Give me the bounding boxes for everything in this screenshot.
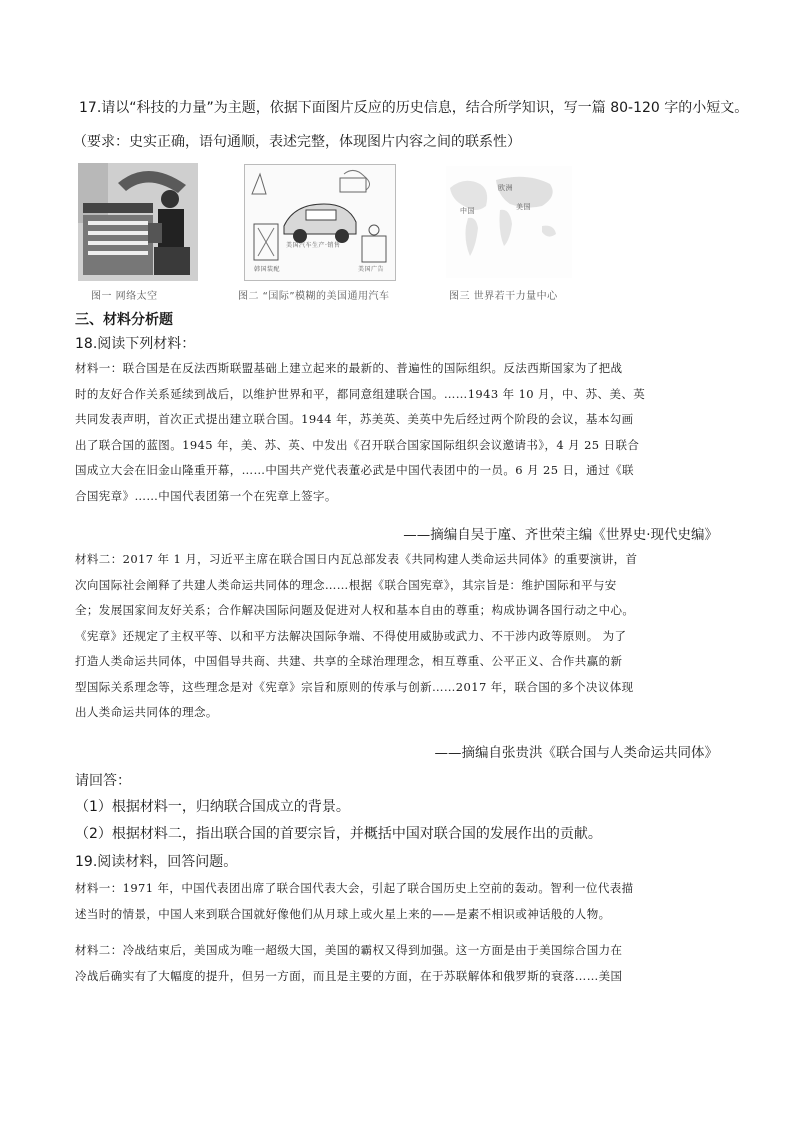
q17-prompt: 17.请以“科技的力量”为主题，依据下面图片反应的历史信息，结合所学知识，写一篇 80-120 字的小短文。: [79, 100, 749, 116]
material-line: 国成立大会在旧金山隆重开幕，……中国共产党代表董必武是中国代表团中的一员。6 月 25 日，通过《联: [75, 463, 634, 477]
q19-material-1: [75, 876, 634, 927]
q18-question-1: （1）根据材料一，归纳联合国成立的背景。: [75, 799, 350, 815]
q19-material-2: [75, 938, 622, 989]
material-line: 时的友好合作关系延续到战后，以维护世界和平，都同意组建联合国。……1943 年 10 月，中、苏、美、英: [75, 386, 646, 401]
q19-intro: 19.阅读材料，回答问题。: [75, 854, 238, 870]
material-line: 次向国际社会阐释了共建人类命运共同体的理念……根据《联合国宪章》，其宗旨是：维护国际和平与安: [75, 577, 617, 592]
figure-3-map: [446, 166, 572, 278]
figure-2-label-korea: 韩国装配: [254, 266, 281, 273]
material-line: 打造人类命运共同体，中国倡导共商、共建、共享的全球治理理念，相互尊重、公平正义、合作共赢的新: [75, 654, 623, 668]
material-line: 述当时的情景，中国人来到联合国就好像他们从月球上或火星上来的——是素不相识或神话般的人物。: [75, 906, 611, 921]
material-line: 型国际关系理念等，这些理念是对《宪章》宗旨和原则的传承与创新……2017 年，联合国的多个决议体现: [75, 679, 634, 694]
figure-1-caption: 图一 网络太空: [91, 291, 158, 302]
material-line: 合国宪章》……中国代表团第一个在宪章上签字。: [75, 488, 337, 503]
figure-2-label-ads: 美国广告: [358, 266, 385, 273]
q18-answer-prompt: 请回答：: [75, 773, 131, 789]
figure-2-caption: 图二 “国际”模糊的美国通用汽车: [238, 291, 390, 302]
figure-3-label-china: 中国: [460, 207, 475, 215]
material-line: 《宪章》还规定了主权平等、以和平方法解决国际争端、不得使用威胁或武力、不干涉内政等原则。 为了: [75, 628, 627, 643]
section-title: 三、材料分析题: [75, 312, 173, 328]
figure-3-label-usa: 美国: [516, 203, 531, 211]
figure-3-label-europe: 欧洲: [498, 184, 513, 192]
q18-source-1: ——摘编自吴于廑、齐世荣主编《世界史·现代史编》: [403, 527, 718, 543]
material-line: 共同发表声明，首次正式提出建立联合国。1944 年，苏美英、美英中先后经过两个阶段的会议，基本勾画: [75, 412, 634, 426]
q18-material-2: [75, 547, 637, 726]
q18-question-2: （2）根据材料二，指出联合国的首要宗旨，并概括中国对联合国的发展作出的贡献。: [75, 826, 602, 842]
material-line: 出人类命运共同体的理念。: [75, 705, 218, 719]
material-line: 全；发展国家间友好关系；合作解决国际问题及促进对人权和基本自由的尊重；构成协调各国行动之中心。: [75, 603, 635, 617]
material-line: 冷战后确实有了大幅度的提升，但另一方面，而且是主要的方面，在于苏联解体和俄罗斯的衰落……美国: [75, 968, 623, 983]
q18-intro: 18.阅读下列材料：: [75, 336, 196, 352]
material-line: 材料二：冷战结束后，美国成为唯一超级大国，美国的霸权又得到加强。这一方面是由于美国综合国力在: [75, 943, 623, 957]
material-line: 材料二：2017 年 1 月，习近平主席在联合国日内瓦总部发表《共同构建人类命运共同体》的重要演讲，首: [75, 552, 638, 566]
figure-2-cartoon: [244, 164, 396, 281]
q18-source-2: ——摘编自张贵洪《联合国与人类命运共同体》: [434, 745, 718, 761]
material-line: 材料一：联合国是在反法西斯联盟基础上建立起来的最新的、普遍性的国际组织。反法西斯国家为了把战: [75, 361, 623, 375]
figure-1-photo: [78, 163, 198, 281]
q17-requirements: （要求：史实正确，语句通顺，表述完整，体现图片内容之间的联系性）: [73, 134, 521, 150]
q18-material-1: [75, 356, 645, 509]
material-line: 出了联合国的蓝图。1945 年，美、苏、英、中发出《召开联合国家国际组织会议邀请书》，4 月 25 日联合: [75, 437, 640, 452]
figure-2-label-production: 美国汽车生产·销售: [286, 242, 341, 249]
material-line: 材料一：1971 年，中国代表团出席了联合国代表大会，引起了联合国历史上空前的轰动。智利一位代表描: [75, 881, 634, 895]
figure-3-caption: 图三 世界若干力量中心: [449, 291, 558, 302]
